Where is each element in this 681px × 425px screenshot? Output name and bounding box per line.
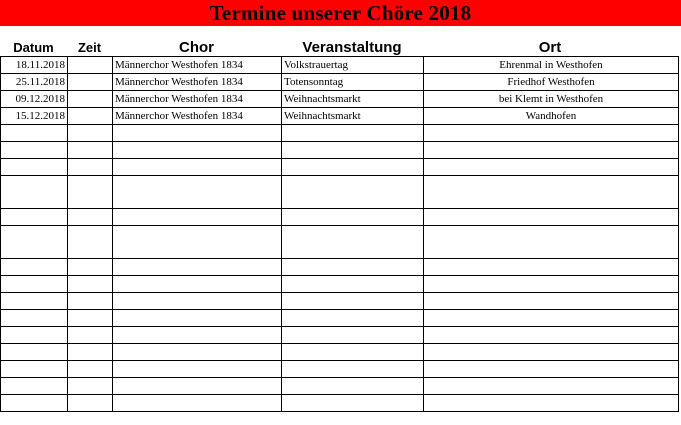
- cell-veranstaltung: [282, 310, 424, 327]
- cell-chor: [113, 142, 282, 159]
- cell-chor: [113, 395, 282, 412]
- cell-zeit: [68, 108, 113, 125]
- table-row: [1, 142, 679, 159]
- cell-zeit: [68, 395, 113, 412]
- cell-datum: [1, 293, 68, 310]
- cell-ort: [424, 209, 679, 226]
- table-row: [1, 327, 679, 344]
- cell-ort: [424, 226, 679, 259]
- cell-datum: [1, 159, 68, 176]
- cell-chor: Männerchor Westhofen 1834: [113, 74, 282, 91]
- table-row: [1, 226, 679, 259]
- page-title: [0, 0, 681, 26]
- cell-datum: 18.11.2018: [1, 57, 68, 74]
- cell-ort: [424, 310, 679, 327]
- cell-chor: [113, 159, 282, 176]
- cell-veranstaltung: [282, 125, 424, 142]
- cell-veranstaltung: [282, 259, 424, 276]
- cell-veranstaltung: [282, 293, 424, 310]
- cell-ort: Friedhof Westhofen: [424, 74, 679, 91]
- table-row: [1, 108, 679, 125]
- cell-chor: [113, 125, 282, 142]
- table-row: [1, 259, 679, 276]
- cell-ort: [424, 395, 679, 412]
- cell-chor: [113, 293, 282, 310]
- cell-zeit: [68, 74, 113, 91]
- cell-chor: [113, 276, 282, 293]
- cell-zeit: [68, 378, 113, 395]
- cell-zeit: [68, 159, 113, 176]
- table-row: [1, 209, 679, 226]
- cell-zeit: [68, 276, 113, 293]
- cell-datum: [1, 125, 68, 142]
- cell-ort: [424, 159, 679, 176]
- cell-zeit: [68, 125, 113, 142]
- cell-ort: [424, 327, 679, 344]
- cell-ort: Ehrenmal in Westhofen: [424, 57, 679, 74]
- cell-zeit: [68, 57, 113, 74]
- cell-ort: [424, 378, 679, 395]
- cell-veranstaltung: [282, 344, 424, 361]
- cell-datum: [1, 276, 68, 293]
- cell-veranstaltung: [282, 159, 424, 176]
- cell-ort: Wandhofen: [424, 108, 679, 125]
- cell-datum: [1, 327, 68, 344]
- cell-zeit: [68, 91, 113, 108]
- cell-datum: [1, 378, 68, 395]
- cell-chor: [113, 378, 282, 395]
- cell-zeit: [68, 226, 113, 259]
- table-row: [1, 361, 679, 378]
- cell-datum: [1, 209, 68, 226]
- cell-datum: [1, 395, 68, 412]
- cell-datum: [1, 142, 68, 159]
- cell-chor: [113, 226, 282, 259]
- cell-datum: [1, 361, 68, 378]
- page-title-text: Termine unserer Chöre 2018: [209, 0, 472, 25]
- table-row: [1, 344, 679, 361]
- cell-datum: 09.12.2018: [1, 91, 68, 108]
- cell-chor: Männerchor Westhofen 1834: [113, 91, 282, 108]
- cell-chor: [113, 176, 282, 209]
- cell-chor: [113, 310, 282, 327]
- cell-zeit: [68, 310, 113, 327]
- header-zeit: Zeit: [77, 39, 102, 55]
- table-row: [1, 159, 679, 176]
- cell-veranstaltung: Weihnachtsmarkt: [282, 91, 424, 108]
- cell-ort: [424, 142, 679, 159]
- header-ort: Ort: [538, 38, 562, 56]
- cell-ort: [424, 276, 679, 293]
- table-row: [1, 276, 679, 293]
- cell-zeit: [68, 176, 113, 209]
- cell-datum: [1, 226, 68, 259]
- table-row: [1, 378, 679, 395]
- cell-ort: [424, 176, 679, 209]
- cell-datum: 15.12.2018: [1, 108, 68, 125]
- table-row: [1, 176, 679, 209]
- table-row: [1, 293, 679, 310]
- cell-veranstaltung: [282, 378, 424, 395]
- cell-veranstaltung: [282, 176, 424, 209]
- cell-chor: Männerchor Westhofen 1834: [113, 57, 282, 74]
- cell-veranstaltung: Totensonntag: [282, 74, 424, 91]
- cell-veranstaltung: [282, 226, 424, 259]
- table-header: [0, 38, 681, 56]
- header-datum: Datum: [13, 39, 54, 55]
- schedule-table: [0, 56, 679, 412]
- table-row: [1, 91, 679, 108]
- cell-zeit: [68, 361, 113, 378]
- cell-zeit: [68, 142, 113, 159]
- cell-ort: [424, 361, 679, 378]
- cell-veranstaltung: [282, 209, 424, 226]
- table-row: [1, 125, 679, 142]
- table-row: [1, 395, 679, 412]
- cell-ort: [424, 259, 679, 276]
- cell-datum: [1, 176, 68, 209]
- cell-datum: [1, 344, 68, 361]
- cell-ort: [424, 125, 679, 142]
- cell-chor: [113, 344, 282, 361]
- header-chor: Chor: [179, 38, 214, 56]
- cell-zeit: [68, 327, 113, 344]
- table-row: [1, 74, 679, 91]
- cell-datum: [1, 310, 68, 327]
- cell-veranstaltung: Weihnachtsmarkt: [282, 108, 424, 125]
- cell-ort: [424, 293, 679, 310]
- header-veranstaltung: Veranstaltung: [302, 38, 402, 56]
- cell-zeit: [68, 293, 113, 310]
- cell-veranstaltung: [282, 142, 424, 159]
- cell-chor: [113, 259, 282, 276]
- cell-chor: Männerchor Westhofen 1834: [113, 108, 282, 125]
- cell-chor: [113, 327, 282, 344]
- cell-chor: [113, 209, 282, 226]
- cell-chor: [113, 361, 282, 378]
- cell-ort: bei Klemt in Westhofen: [424, 91, 679, 108]
- cell-veranstaltung: [282, 276, 424, 293]
- cell-zeit: [68, 344, 113, 361]
- table-row: [1, 310, 679, 327]
- cell-ort: [424, 344, 679, 361]
- table-row: [1, 57, 679, 74]
- cell-veranstaltung: [282, 361, 424, 378]
- cell-veranstaltung: [282, 395, 424, 412]
- cell-datum: [1, 259, 68, 276]
- cell-datum: 25.11.2018: [1, 74, 68, 91]
- cell-veranstaltung: [282, 327, 424, 344]
- cell-zeit: [68, 209, 113, 226]
- cell-veranstaltung: Volkstrauertag: [282, 57, 424, 74]
- cell-zeit: [68, 259, 113, 276]
